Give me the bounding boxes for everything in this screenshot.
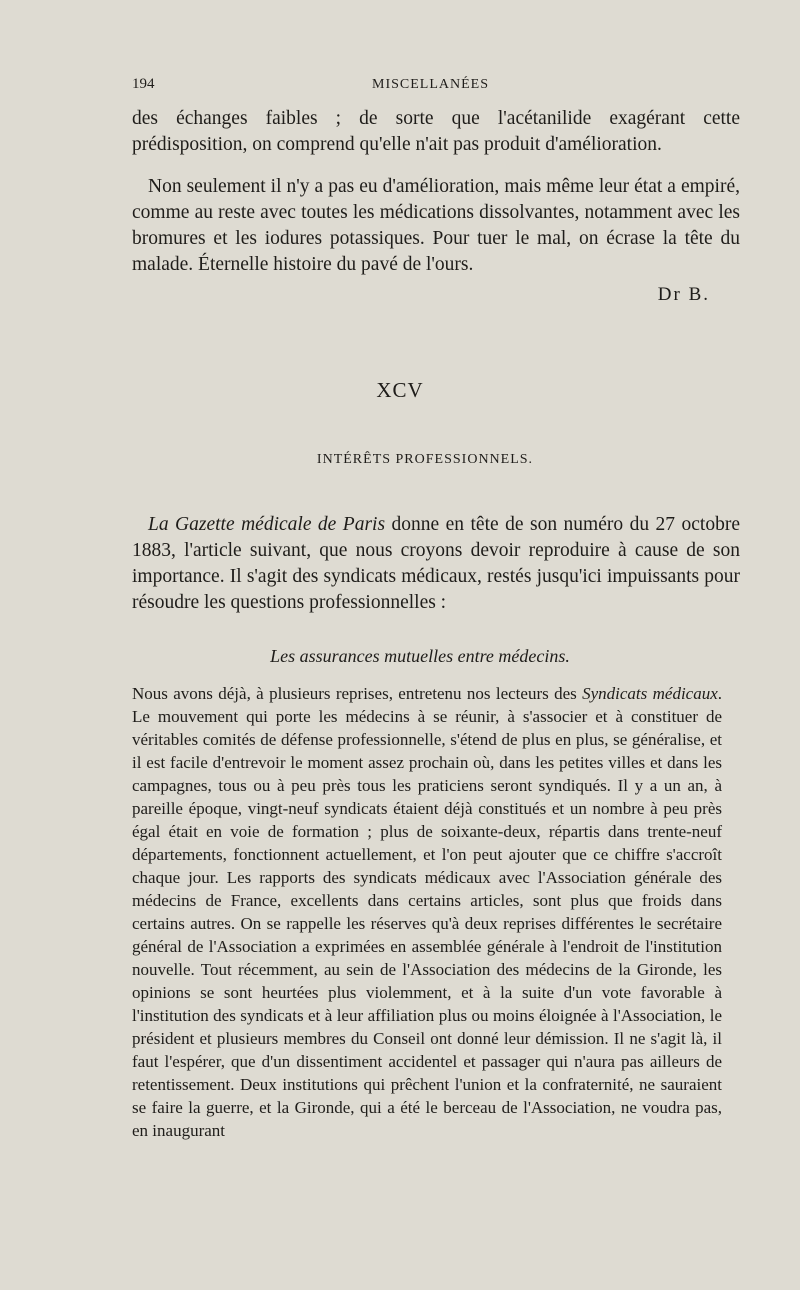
quoted-article [132, 682, 722, 1142]
signature: Dr B. [657, 284, 710, 305]
body-paragraph [132, 512, 740, 616]
journal-title: La Gazette médicale de Paris [148, 514, 386, 535]
intro-paragraph-1: des échanges faibles ; de sorte que l'acétanilide exagérant cette prédisposition, on comprend qu'elle n'ait pas produit d'amélioration. [132, 108, 740, 155]
quote-italic: Syndicats médicaux [582, 684, 718, 703]
article-subtitle: Les assurances mutuelles entre médecins. [270, 646, 570, 666]
intro-paragraph-2: Non seulement il n'y a pas eu d'amélioration, mais même leur état a empiré, comme au reste avec toutes les médications dissolvantes, notamment avec les bromures et les iodures potassiques. Pour tuer le mal, on écrase la tête du malade. Éternelle histoire du pavé de l'ours. [132, 176, 740, 275]
section-number: XCV [376, 378, 424, 402]
section-title: INTÉRÊTS PROFESSIONNELS. [316, 452, 534, 467]
running-head: MISCELLANÉES [372, 77, 489, 92]
quote-text-start: Nous avons déjà, à plusieurs reprises, entretenu nos lecteurs des [132, 684, 583, 703]
page-number: 194 [132, 76, 155, 92]
quote-text-rest: . Le mouvement qui porte les médecins à se réunir, à s'associer et à constituer de véritables comités de défense professionnelle, s'étend de plus en plus, se généralise, et il est facile d'entrevoir le moment assez prochain où, dans les petites villes et dans les campagnes, tous ou à peu près tous les praticiens seront syndiqués. Il y a un an, à pareille époque, vingt-neuf syndicats étaient déjà constitués et un nombre à peu près égal était en voie de formation ; plus de soixante-deux, répartis dans trente-neuf départements, fonctionnent actuellement, et l'on peut ajouter que ce chiffre s'accroît chaque jour. Les rapports des syndicats médicaux avec l'Association générale des médecins de France, excellents dans certains articles, sont plus que froids dans certains autres. On se rappelle les réserves qu'à deux reprises différentes le secrétaire général de l'Association a exprimées en assemblée générale à l'endroit de l'institution nouvelle. Tout récemment, au sein de l'Association des médecins de la Gironde, les opinions se sont heurtées plus violemment, et à la suite d'un vote favorable à l'institution des syndicats et à leur affiliation plus ou moins éloignée à l'Association, le président et plusieurs membres du Conseil ont donné leur démission. Il ne s'agit là, il faut l'espérer, que d'un dissentiment accidentel et passager qui n'aura pas ailleurs de retentissement. Deux institutions qui prêchent l'union et la confraternité, ne sauraient se faire la guerre, et la Gironde, qui a été le berceau de l'Association, ne voudra pas, en inaugurant [132, 684, 723, 1140]
body-text: donne en tête de son numéro du 27 octobre 1883, l'article suivant, que nous croyons devoir reproduire à cause de son importance. Il s'agit des syndicats médicaux, restés jusqu'ici impuissants pour résoudre les questions professionnelles : [132, 514, 740, 613]
page-header [132, 76, 740, 100]
